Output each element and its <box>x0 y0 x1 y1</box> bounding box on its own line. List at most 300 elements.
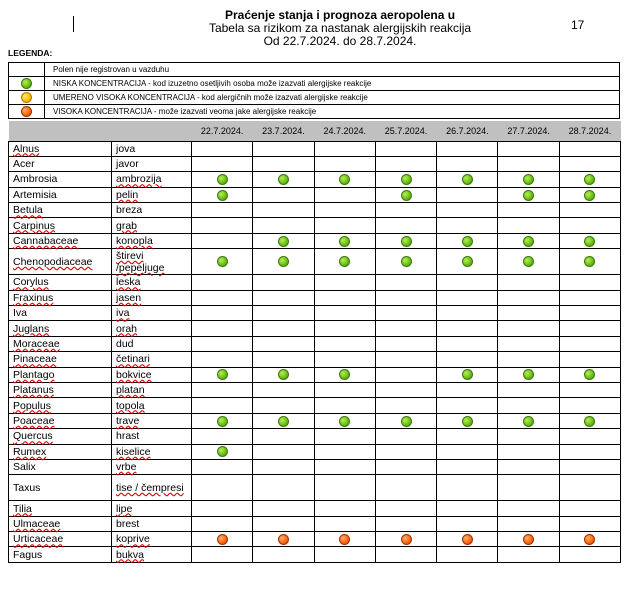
latin-name <box>9 398 112 413</box>
table-row <box>9 249 621 275</box>
local-name <box>112 398 192 413</box>
table-row <box>9 398 621 413</box>
level-cell <box>192 459 253 474</box>
level-cell <box>314 382 375 397</box>
latin-name <box>9 352 112 367</box>
table-row <box>9 321 621 336</box>
level-cell <box>498 516 559 531</box>
level-cell <box>375 249 436 275</box>
latin-name-text: Artemisia <box>13 188 57 201</box>
level-cell <box>375 233 436 248</box>
green-dot-icon <box>401 416 412 427</box>
document-title <box>150 9 530 48</box>
latin-name <box>9 336 112 351</box>
level-cell <box>192 290 253 305</box>
level-cell <box>314 156 375 171</box>
local-name <box>112 352 192 367</box>
level-cell <box>437 336 498 351</box>
latin-name <box>9 141 112 156</box>
legend-dot-cell <box>9 63 45 77</box>
local-name <box>112 203 192 218</box>
level-cell <box>375 275 436 290</box>
level-cell <box>192 172 253 187</box>
level-cell <box>253 475 314 501</box>
level-cell <box>437 306 498 321</box>
level-cell <box>437 382 498 397</box>
level-cell <box>437 141 498 156</box>
legend-row <box>9 63 620 77</box>
latin-name <box>9 275 112 290</box>
local-name-text: jova <box>116 142 136 155</box>
latin-name <box>9 501 112 516</box>
level-cell <box>498 156 559 171</box>
level-cell <box>192 413 253 428</box>
latin-name-text: Salix <box>13 461 36 474</box>
level-cell <box>559 321 620 336</box>
level-cell <box>253 413 314 428</box>
green-dot-icon <box>217 446 228 457</box>
local-name <box>112 218 192 233</box>
local-name <box>112 336 192 351</box>
level-cell <box>314 203 375 218</box>
level-cell <box>192 352 253 367</box>
level-cell <box>437 352 498 367</box>
legend-row <box>9 91 620 105</box>
level-cell <box>437 321 498 336</box>
latin-name-text: Alnus <box>13 142 40 155</box>
level-cell <box>559 367 620 382</box>
table-row <box>9 547 621 562</box>
local-name <box>112 275 192 290</box>
latin-name <box>9 306 112 321</box>
local-name-text: ambrozija <box>116 173 162 186</box>
table-row <box>9 233 621 248</box>
level-cell <box>559 398 620 413</box>
green-dot-icon <box>339 256 350 267</box>
latin-name <box>9 172 112 187</box>
latin-name-text: Fagus <box>13 548 43 561</box>
level-cell <box>437 413 498 428</box>
level-cell <box>559 429 620 444</box>
level-cell <box>498 187 559 202</box>
level-cell <box>375 306 436 321</box>
green-dot-icon <box>462 416 473 427</box>
level-cell <box>437 172 498 187</box>
latin-name-text: Acer <box>13 158 35 171</box>
latin-name <box>9 203 112 218</box>
latin-name-text: Urticaceae <box>13 533 64 546</box>
level-cell <box>498 382 559 397</box>
date-header: 24.7.2024. <box>314 121 375 141</box>
orange-dot-icon <box>584 534 595 545</box>
level-cell <box>253 547 314 562</box>
date-header: 26.7.2024. <box>437 121 498 141</box>
level-cell <box>375 352 436 367</box>
green-dot-icon <box>339 369 350 380</box>
level-cell <box>437 516 498 531</box>
level-cell <box>375 218 436 233</box>
green-dot-icon <box>217 256 228 267</box>
level-cell <box>375 501 436 516</box>
local-name <box>112 429 192 444</box>
table-row <box>9 290 621 305</box>
latin-name <box>9 444 112 459</box>
legend-dot-cell <box>9 77 45 91</box>
green-dot-icon <box>584 236 595 247</box>
level-cell <box>437 203 498 218</box>
local-name <box>112 306 192 321</box>
level-cell <box>559 290 620 305</box>
level-cell <box>253 187 314 202</box>
latin-name <box>9 156 112 171</box>
level-cell <box>559 532 620 547</box>
level-cell <box>559 249 620 275</box>
level-cell <box>253 290 314 305</box>
green-dot-icon <box>584 190 595 201</box>
green-dot-icon <box>278 236 289 247</box>
level-cell <box>192 547 253 562</box>
table-row <box>9 532 621 547</box>
latin-name-text: Platanus <box>13 384 54 397</box>
level-cell <box>559 275 620 290</box>
level-cell <box>375 532 436 547</box>
level-cell <box>192 306 253 321</box>
table-row <box>9 352 621 367</box>
title-line-2: Tabela sa rizikom za nastanak alergijskih reakcija <box>208 21 472 35</box>
local-name-text: trave <box>116 414 140 427</box>
level-cell <box>253 429 314 444</box>
level-cell <box>253 532 314 547</box>
level-cell <box>253 382 314 397</box>
level-cell <box>375 547 436 562</box>
table-row <box>9 187 621 202</box>
page-number: 17 <box>571 18 585 32</box>
level-cell <box>253 459 314 474</box>
green-dot-icon <box>462 174 473 185</box>
local-name <box>112 459 192 474</box>
level-cell <box>192 429 253 444</box>
latin-name-text: Ambrosia <box>13 173 58 186</box>
orange-dot-icon <box>462 534 473 545</box>
latin-name-text: Betula <box>13 204 43 217</box>
table-row <box>9 306 621 321</box>
local-name <box>112 382 192 397</box>
level-cell <box>375 516 436 531</box>
level-cell <box>253 306 314 321</box>
table-row <box>9 501 621 516</box>
pollen-table <box>8 121 621 563</box>
green-dot-icon <box>523 174 534 185</box>
level-cell <box>192 398 253 413</box>
level-cell <box>314 398 375 413</box>
level-cell <box>437 475 498 501</box>
green-dot-icon <box>217 369 228 380</box>
level-cell <box>437 367 498 382</box>
local-name <box>112 413 192 428</box>
latin-name-text: Taxus <box>13 481 41 494</box>
orange-dot-icon <box>523 534 534 545</box>
level-cell <box>437 429 498 444</box>
level-cell <box>253 367 314 382</box>
date-header-row <box>9 121 621 141</box>
level-cell <box>559 203 620 218</box>
green-dot-icon <box>584 416 595 427</box>
latin-name <box>9 290 112 305</box>
green-dot-icon <box>523 190 534 201</box>
local-name <box>112 321 192 336</box>
level-cell <box>498 501 559 516</box>
green-dot-icon <box>523 236 534 247</box>
level-cell <box>314 352 375 367</box>
level-cell <box>498 290 559 305</box>
legend-dot-cell <box>9 105 45 119</box>
latin-name-text: Moraceae <box>13 337 60 350</box>
green-dot-icon <box>278 174 289 185</box>
local-name <box>112 532 192 547</box>
table-row <box>9 172 621 187</box>
level-cell <box>314 172 375 187</box>
green-dot-icon <box>584 174 595 185</box>
level-cell <box>314 475 375 501</box>
local-name-text: topola <box>116 399 145 412</box>
latin-name <box>9 547 112 562</box>
level-cell <box>375 156 436 171</box>
level-cell <box>192 444 253 459</box>
level-cell <box>314 367 375 382</box>
level-cell <box>498 321 559 336</box>
latin-name <box>9 429 112 444</box>
orange-dot-icon <box>278 534 289 545</box>
level-cell <box>437 459 498 474</box>
level-cell <box>559 336 620 351</box>
local-name <box>112 156 192 171</box>
green-dot-icon <box>401 174 412 185</box>
table-row <box>9 382 621 397</box>
latin-name-text: Quercus <box>13 430 53 443</box>
date-header: 23.7.2024. <box>253 121 314 141</box>
level-cell <box>375 429 436 444</box>
local-name-text: konopla <box>116 235 153 248</box>
level-cell <box>559 172 620 187</box>
level-cell <box>314 321 375 336</box>
level-cell <box>498 532 559 547</box>
level-cell <box>253 218 314 233</box>
local-name <box>112 547 192 562</box>
latin-name-text: Tilia <box>13 502 32 515</box>
title-line-1: Praćenje stanja i prognoza aeropolena u <box>224 8 456 22</box>
level-cell <box>437 398 498 413</box>
level-cell <box>437 290 498 305</box>
table-row <box>9 203 621 218</box>
green-dot-icon <box>278 256 289 267</box>
level-cell <box>498 352 559 367</box>
level-cell <box>498 233 559 248</box>
level-cell <box>437 275 498 290</box>
local-name-text: pelin <box>116 188 139 201</box>
level-cell <box>559 156 620 171</box>
level-cell <box>498 203 559 218</box>
latin-name-text: Corylus <box>13 276 49 289</box>
level-cell <box>437 532 498 547</box>
green-dot-icon <box>278 369 289 380</box>
level-cell <box>375 141 436 156</box>
level-cell <box>559 218 620 233</box>
latin-name <box>9 187 112 202</box>
local-name-text: koprive <box>116 533 150 546</box>
level-cell <box>498 141 559 156</box>
latin-name-text: Pinaceae <box>13 353 57 366</box>
green-dot-icon <box>584 256 595 267</box>
table-row <box>9 444 621 459</box>
level-cell <box>314 516 375 531</box>
latin-name-text: Populus <box>13 399 51 412</box>
latin-name <box>9 382 112 397</box>
latin-name-text: Fraxinus <box>13 291 54 304</box>
level-cell <box>192 233 253 248</box>
level-cell <box>559 516 620 531</box>
date-header: 22.7.2024. <box>192 121 253 141</box>
level-cell <box>559 141 620 156</box>
header-blank <box>112 121 192 141</box>
level-cell <box>314 218 375 233</box>
level-cell <box>253 398 314 413</box>
local-name-text: štirevi /pepeljuge <box>116 249 165 274</box>
local-name <box>112 516 192 531</box>
local-name-text: tise / čempresi <box>116 481 184 494</box>
local-name-text: jasen <box>116 291 142 304</box>
latin-name <box>9 218 112 233</box>
legend-text: UMERENO VISOKA KONCENTRACIJA - kod alergičnih može izazvati alergijske reakcije <box>45 91 620 105</box>
level-cell <box>314 547 375 562</box>
level-cell <box>253 321 314 336</box>
level-cell <box>437 444 498 459</box>
title-line-3: Od 22.7.2024. do 28.7.2024. <box>263 34 417 48</box>
local-name <box>112 172 192 187</box>
level-cell <box>192 218 253 233</box>
level-cell <box>375 459 436 474</box>
level-cell <box>437 233 498 248</box>
table-row <box>9 516 621 531</box>
level-cell <box>375 321 436 336</box>
orange-dot-icon <box>401 534 412 545</box>
local-name-text: brest <box>116 517 140 530</box>
green-dot-icon <box>401 190 412 201</box>
orange-dot-icon <box>339 534 350 545</box>
green-dot-icon <box>462 236 473 247</box>
local-name <box>112 475 192 501</box>
local-name-text: javor <box>116 158 139 171</box>
local-name <box>112 501 192 516</box>
latin-name-text: Chenopodiaceae <box>13 255 93 268</box>
local-name-text: breza <box>116 204 143 217</box>
latin-name-text: Ulmaceae <box>13 517 61 530</box>
local-name <box>112 187 192 202</box>
table-row <box>9 218 621 233</box>
date-header: 25.7.2024. <box>375 121 436 141</box>
level-cell <box>498 413 559 428</box>
local-name-text: kiselice <box>116 445 151 458</box>
level-cell <box>498 398 559 413</box>
level-cell <box>192 187 253 202</box>
level-cell <box>253 352 314 367</box>
latin-name <box>9 249 112 275</box>
green-dot-icon <box>339 174 350 185</box>
latin-name-text: Juglans <box>13 322 50 335</box>
level-cell <box>192 156 253 171</box>
level-cell <box>559 187 620 202</box>
green-dot-icon <box>401 236 412 247</box>
table-row <box>9 413 621 428</box>
green-dot-icon <box>523 369 534 380</box>
orange-dot-icon <box>217 534 228 545</box>
table-row <box>9 275 621 290</box>
level-cell <box>559 352 620 367</box>
latin-name <box>9 233 112 248</box>
level-cell <box>375 367 436 382</box>
local-name-text: leska <box>116 276 141 289</box>
legend-text: VISOKA KONCENTRACIJA - može izazvati veoma jake alergijske reakcije <box>45 105 620 119</box>
level-cell <box>375 203 436 218</box>
legend-text: NISKA KONCENTRACIJA - kod izuzetno osetljivih osoba može izazvati alergijske reakcije <box>45 77 620 91</box>
table-row <box>9 475 621 501</box>
level-cell <box>559 547 620 562</box>
green-dot-icon <box>339 416 350 427</box>
level-cell <box>314 532 375 547</box>
date-header: 28.7.2024. <box>559 121 620 141</box>
green-dot-icon <box>462 256 473 267</box>
level-cell <box>192 382 253 397</box>
latin-name-text: Carpinus <box>13 219 56 232</box>
legend-label: LEGENDA: <box>8 48 53 58</box>
local-name <box>112 367 192 382</box>
level-cell <box>559 413 620 428</box>
local-name-text: orah <box>116 322 138 335</box>
level-cell <box>375 172 436 187</box>
legend-text: Polen nije registrovan u vazduhu <box>45 63 620 77</box>
level-cell <box>253 172 314 187</box>
level-cell <box>498 306 559 321</box>
level-cell <box>253 275 314 290</box>
level-cell <box>314 233 375 248</box>
level-cell <box>559 475 620 501</box>
level-cell <box>314 459 375 474</box>
green-dot-icon <box>217 190 228 201</box>
level-cell <box>375 413 436 428</box>
level-cell <box>498 459 559 474</box>
header-blank <box>9 121 112 141</box>
level-cell <box>375 336 436 351</box>
latin-name-text: Poaceae <box>13 414 55 427</box>
level-cell <box>498 429 559 444</box>
latin-name <box>9 475 112 501</box>
level-cell <box>314 336 375 351</box>
local-name-text: četinari <box>116 353 150 366</box>
latin-name <box>9 516 112 531</box>
level-cell <box>498 336 559 351</box>
local-name-text: bokvice <box>116 368 152 381</box>
level-cell <box>375 187 436 202</box>
level-cell <box>253 249 314 275</box>
green-dot-icon <box>217 174 228 185</box>
level-cell <box>559 382 620 397</box>
level-cell <box>253 516 314 531</box>
level-cell <box>253 233 314 248</box>
level-cell <box>253 336 314 351</box>
level-cell <box>253 501 314 516</box>
latin-name <box>9 532 112 547</box>
local-name-text: bukva <box>116 548 145 561</box>
local-name-text: lipe <box>116 502 133 515</box>
